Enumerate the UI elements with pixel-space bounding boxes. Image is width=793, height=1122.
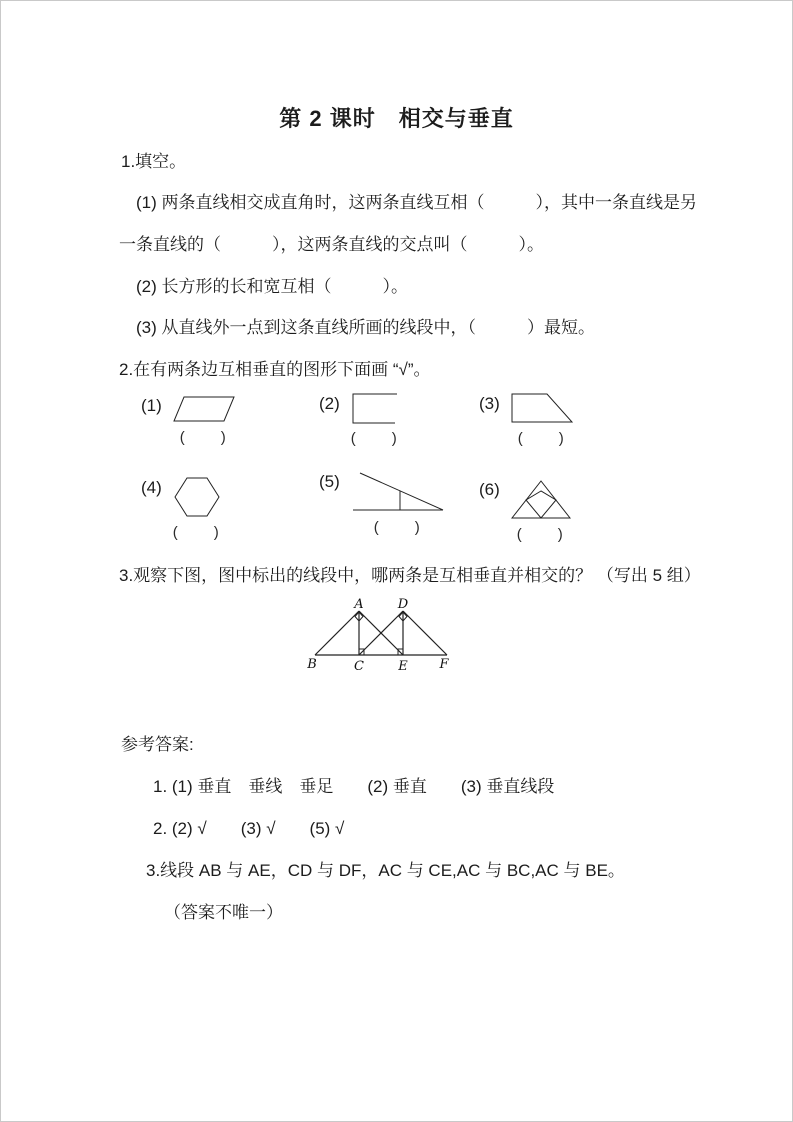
q1-item1-line2: 一条直线的（ ），这两条直线的交点叫（ ）。 xyxy=(119,235,544,254)
shape-5-label: (5) xyxy=(319,472,340,491)
line-segments-figure xyxy=(307,597,455,675)
shape-6-answer-paren: ( ) xyxy=(516,526,565,543)
point-label-A: A xyxy=(354,597,364,612)
answers-header: 参考答案: xyxy=(121,735,194,754)
shape-cell-6 xyxy=(479,479,571,544)
shape-6-label: (6) xyxy=(479,480,500,499)
shape-3-label: (3) xyxy=(479,394,500,413)
answer-line-2: 2. (2) √ (3) √ (5) √ xyxy=(153,819,345,838)
shape-cell-5 xyxy=(319,471,445,537)
shape-cell-3 xyxy=(479,393,573,448)
subdivided-triangle-icon xyxy=(511,479,571,520)
shape-4-label: (4) xyxy=(141,478,162,497)
shape-6-figure xyxy=(511,479,571,544)
shape-3-figure xyxy=(511,393,573,448)
shape-5-figure xyxy=(351,471,445,537)
shape-1-label: (1) xyxy=(141,396,162,415)
shape-cell-1 xyxy=(141,395,235,447)
shape-cell-4 xyxy=(141,477,221,542)
open-rectangle-icon xyxy=(352,393,398,424)
shape-5-answer-paren: ( ) xyxy=(373,519,422,536)
page-title: 第 2 课时 相交与垂直 xyxy=(279,106,514,131)
answer-line-1: 1. (1) 垂直 垂线 垂足 (2) 垂直 (3) 垂直线段 xyxy=(153,777,555,796)
answer-note: （答案不唯一） xyxy=(164,903,283,922)
q2-heading: 2.在有两条边互相垂直的图形下面画 “√”。 xyxy=(119,360,431,379)
q1-heading: 1.填空。 xyxy=(121,152,187,171)
triangle-with-altitude-icon xyxy=(351,471,445,513)
shape-1-figure xyxy=(173,395,235,447)
point-label-F: F xyxy=(439,657,449,672)
shape-2-label: (2) xyxy=(319,394,340,413)
shape-4-answer-paren: ( ) xyxy=(172,524,221,541)
q3-heading: 3.观察下图，图中标出的线段中，哪两条是互相垂直并相交的？ （写出 5 组） xyxy=(119,566,701,585)
shape-cell-2 xyxy=(319,393,399,448)
hexagon-icon xyxy=(174,477,220,518)
shape-4-figure xyxy=(173,477,221,542)
parallelogram-icon xyxy=(173,395,235,423)
shape-1-answer-paren: ( ) xyxy=(179,429,228,446)
shape-2-figure xyxy=(351,393,399,448)
q1-item2: (2) 长方形的长和宽互相（ ）。 xyxy=(136,277,408,296)
answer-line-3: 3.线段 AB 与 AE，CD 与 DF，AC 与 CE,AC 与 BC,AC 与 BE。 xyxy=(146,861,625,880)
point-label-E: E xyxy=(398,659,408,674)
point-label-B: B xyxy=(307,657,317,672)
right-trapezoid-icon xyxy=(511,393,573,424)
q1-item3: (3) 从直线外一点到这条直线所画的线段中，（ ）最短。 xyxy=(136,318,595,337)
point-label-D: D xyxy=(397,597,409,612)
point-label-C: C xyxy=(354,659,364,674)
q1-item1-line1: (1) 两条直线相交成直角时，这两条直线互相（ ），其中一条直线是另 xyxy=(136,193,697,212)
shape-2-answer-paren: ( ) xyxy=(350,430,399,447)
shape-3-answer-paren: ( ) xyxy=(517,430,566,447)
